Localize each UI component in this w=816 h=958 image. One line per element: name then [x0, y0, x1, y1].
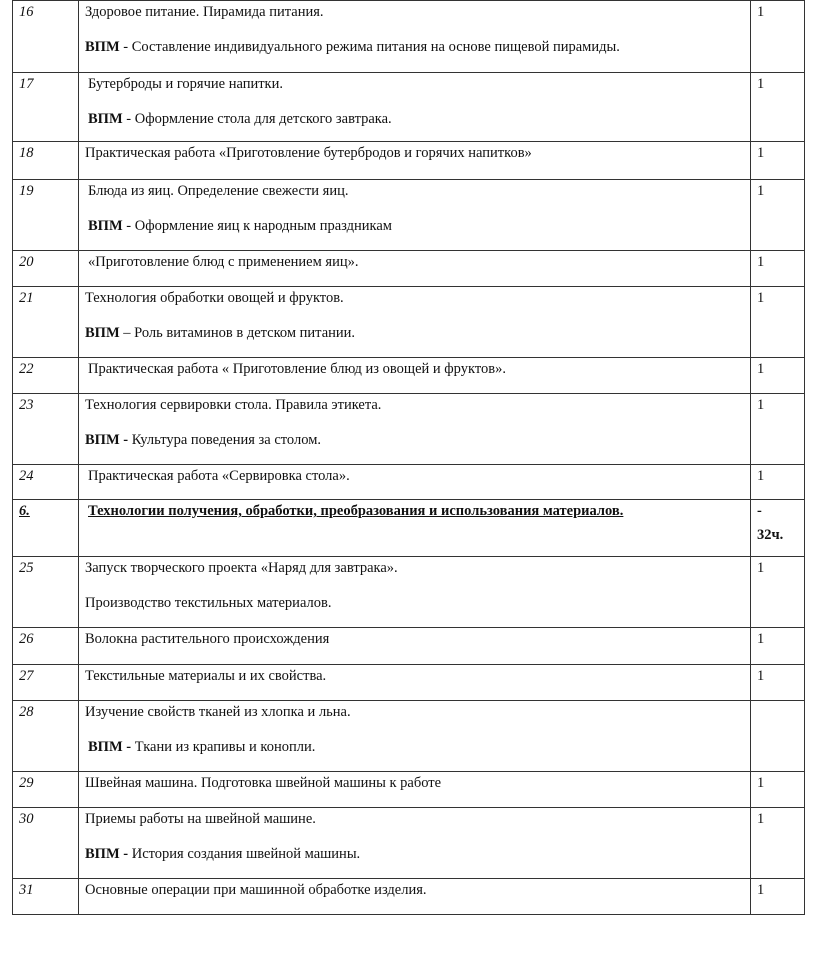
- lesson-number: 28: [13, 701, 79, 772]
- lesson-plan-table: [12, 0, 805, 915]
- table-row: [13, 557, 805, 628]
- vpm-label: ВПМ: [88, 111, 123, 127]
- vpm-label: ВПМ: [85, 325, 120, 341]
- lesson-number: 21: [13, 287, 79, 358]
- section-number: 6.: [13, 500, 79, 557]
- topic-line: Практическая работа «Приготовление бутербродов и горячих напитков»: [85, 145, 532, 161]
- lesson-hours: 1: [751, 287, 805, 358]
- lesson-number: 17: [13, 73, 79, 142]
- lesson-hours: 1: [751, 251, 805, 287]
- topic-line: Практическая работа « Приготовление блюд из овощей и фруктов».: [88, 361, 506, 377]
- lesson-number: 25: [13, 557, 79, 628]
- lesson-hours: 1: [751, 665, 805, 701]
- lesson-number: 18: [13, 142, 79, 180]
- topic-line: Текстильные материалы и их свойства.: [85, 668, 327, 684]
- lesson-topic: [79, 358, 751, 394]
- lesson-number: 29: [13, 772, 79, 808]
- topic-line: Приемы работы на швейной машине.: [85, 811, 316, 827]
- topic-line: «Приготовление блюд с применением яиц».: [88, 254, 359, 270]
- vpm-label: ВПМ -: [88, 739, 132, 755]
- topic-line: Бутерброды и горячие напитки.: [88, 76, 283, 92]
- lesson-topic: [79, 628, 751, 665]
- lesson-hours: 1: [751, 628, 805, 665]
- topic-line: Практическая работа «Сервировка стола».: [88, 468, 350, 484]
- lesson-topic: [79, 557, 751, 628]
- lesson-number: 26: [13, 628, 79, 665]
- table-row: [13, 628, 805, 665]
- table-row: [13, 808, 805, 879]
- table-row: [13, 665, 805, 701]
- topic-line: Здоровое питание. Пирамида питания.: [85, 4, 324, 20]
- table-row: [13, 701, 805, 772]
- topic-line: Волокна растительного происхождения: [85, 631, 330, 647]
- lesson-hours: 1: [751, 73, 805, 142]
- topic-line: Изучение свойств тканей из хлопка и льна.: [85, 704, 351, 720]
- lesson-hours: [751, 701, 805, 772]
- topic-line: Производство текстильных материалов.: [85, 595, 332, 611]
- lesson-topic: [79, 701, 751, 772]
- lesson-hours: 1: [751, 465, 805, 500]
- lesson-number: 19: [13, 180, 79, 251]
- topic-line: Основные операции при машинной обработке изделия.: [85, 882, 427, 898]
- lesson-hours: 1: [751, 180, 805, 251]
- lesson-topic: [79, 180, 751, 251]
- table-row: [13, 465, 805, 500]
- lesson-number: 20: [13, 251, 79, 287]
- table-row: [13, 73, 805, 142]
- lesson-topic: [79, 665, 751, 701]
- vpm-label: ВПМ: [88, 218, 123, 234]
- lesson-topic: [79, 772, 751, 808]
- table-row: [13, 1, 805, 73]
- lesson-number: 22: [13, 358, 79, 394]
- lesson-topic: [79, 808, 751, 879]
- section-hours: [751, 500, 805, 557]
- lesson-number: 30: [13, 808, 79, 879]
- table-row: [13, 180, 805, 251]
- vpm-label: ВПМ: [85, 39, 120, 55]
- lesson-number: 24: [13, 465, 79, 500]
- section-hours-value: 32ч.: [757, 527, 784, 543]
- section-row: [13, 500, 805, 557]
- lesson-topic: [79, 394, 751, 465]
- vpm-text: - Составление индивидуального режима питания на основе пищевой пирамиды.: [119, 39, 620, 55]
- lesson-number: 27: [13, 665, 79, 701]
- lesson-topic: [79, 879, 751, 915]
- table-row: [13, 142, 805, 180]
- section-title: Технологии получения, обработки, преобразования и использования материалов.: [88, 503, 624, 519]
- lesson-topic: [79, 251, 751, 287]
- vpm-text: – Роль витаминов в детском питании.: [119, 325, 356, 341]
- table-row: [13, 251, 805, 287]
- table-row: [13, 772, 805, 808]
- topic-line: Технология сервировки стола. Правила этикета.: [85, 397, 382, 413]
- topic-line: Запуск творческого проекта «Наряд для завтрака».: [85, 560, 398, 576]
- vpm-text: История создания швейной машины.: [128, 846, 361, 862]
- lesson-topic: [79, 1, 751, 73]
- lesson-topic: [79, 465, 751, 500]
- vpm-text: - Оформление стола для детского завтрака.: [122, 111, 392, 127]
- lesson-number: 31: [13, 879, 79, 915]
- lesson-hours: 1: [751, 772, 805, 808]
- table-row: [13, 358, 805, 394]
- vpm-label: ВПМ -: [85, 432, 129, 448]
- topic-line: Технология обработки овощей и фруктов.: [85, 290, 344, 306]
- table-row: [13, 879, 805, 915]
- table-row: [13, 394, 805, 465]
- lesson-hours: 1: [751, 557, 805, 628]
- vpm-text: - Оформление яиц к народным праздникам: [122, 218, 392, 234]
- topic-line: Швейная машина. Подготовка швейной машины к работе: [85, 775, 442, 791]
- lesson-hours: 1: [751, 394, 805, 465]
- vpm-label: ВПМ -: [85, 846, 129, 862]
- table-row: [13, 287, 805, 358]
- vpm-text: Культура поведения за столом.: [128, 432, 321, 448]
- lesson-topic: [79, 287, 751, 358]
- lesson-hours: 1: [751, 879, 805, 915]
- lesson-topic: [79, 142, 751, 180]
- lesson-number: 16: [13, 1, 79, 73]
- lesson-number: 23: [13, 394, 79, 465]
- lesson-hours: 1: [751, 1, 805, 73]
- lesson-hours: 1: [751, 142, 805, 180]
- lesson-hours: 1: [751, 358, 805, 394]
- lesson-topic: [79, 73, 751, 142]
- section-hours-dash: -: [757, 503, 762, 519]
- vpm-text: Ткани из крапивы и конопли.: [131, 739, 316, 755]
- section-topic: [79, 500, 751, 557]
- topic-line: Блюда из яиц. Определение свежести яиц.: [88, 183, 349, 199]
- lesson-hours: 1: [751, 808, 805, 879]
